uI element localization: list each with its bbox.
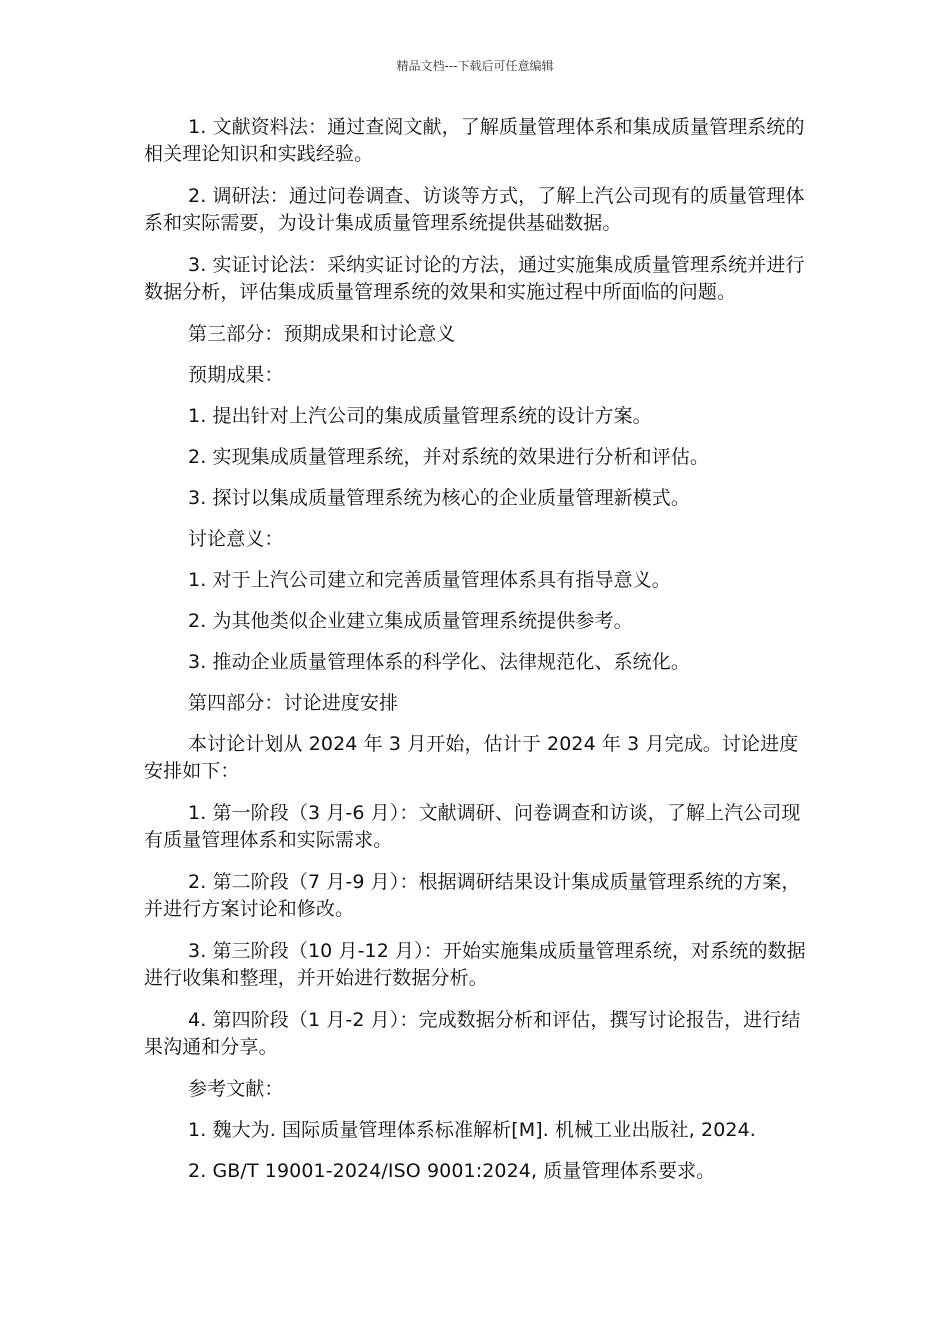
section-heading-part-four: 第四部分：讨论进度安排 [188, 692, 399, 714]
reference-item: 2. GB/T 19001-2024/ISO 9001:2024, 质量管理体系要求。 [188, 1160, 716, 1182]
schedule-phase: 1. 第一阶段（3 月-6 月）：文献调研、问卷调查和访谈，了解上汽公司现有质量管理体系和实际需求。 [144, 802, 801, 851]
method-survey: 2. 调研法：通过问卷调查、访谈等方式，了解上汽公司现有的质量管理体系和实际需要，为设计集成质量管理系统提供基础数据。 [144, 185, 805, 234]
significance-item: 1. 对于上汽公司建立和完善质量管理体系具有指导意义。 [188, 569, 671, 591]
schedule-phase: 3. 第三阶段（10 月-12 月）：开始实施集成质量管理系统，对系统的数据进行收集和整理，并开始进行数据分析。 [144, 940, 806, 989]
expected-result-item: 2. 实现集成质量管理系统，并对系统的效果进行分析和评估。 [188, 446, 710, 468]
method-literature: 1. 文献资料法：通过查阅文献，了解质量管理体系和集成质量管理系统的相关理论知识和实践经验。 [144, 116, 805, 165]
schedule-phase: 4. 第四阶段（1 月-2 月）：完成数据分析和评估，撰写讨论报告，进行结果沟通和分享。 [144, 1009, 801, 1058]
significance-item: 3. 推动企业质量管理体系的科学化、法律规范化、系统化。 [188, 651, 690, 673]
method-empirical: 3. 实证讨论法：采纳实证讨论的方法，通过实施集成质量管理系统并进行数据分析，评估集成质量管理系统的效果和实施过程中所面临的问题。 [144, 254, 805, 303]
schedule-phase: 2. 第二阶段（7 月-9 月）：根据调研结果设计集成质量管理系统的方案，并进行方案讨论和修改。 [144, 871, 801, 920]
schedule-intro: 本讨论计划从 2024 年 3 月开始，估计于 2024 年 3 月完成。讨论进度安排如下： [144, 733, 799, 782]
significance-item: 2. 为其他类似企业建立集成质量管理系统提供参考。 [188, 610, 633, 632]
expected-result-item: 3. 探讨以集成质量管理系统为核心的企业质量管理新模式。 [188, 487, 690, 509]
expected-result-item: 1. 提出针对上汽公司的集成质量管理系统的设计方案。 [188, 405, 652, 427]
reference-item: 1. 魏大为. 国际质量管理体系标准解析[M]. 机械工业出版社, 2024. [188, 1119, 756, 1141]
section-heading-part-three: 第三部分：预期成果和讨论意义 [188, 323, 456, 345]
expected-results-label: 预期成果： [188, 364, 284, 386]
significance-label: 讨论意义： [188, 528, 284, 550]
document-body [144, 114, 808, 1199]
page-header: 精品文档---下载后可任意编辑 [396, 59, 554, 73]
references-label: 参考文献： [188, 1078, 284, 1100]
